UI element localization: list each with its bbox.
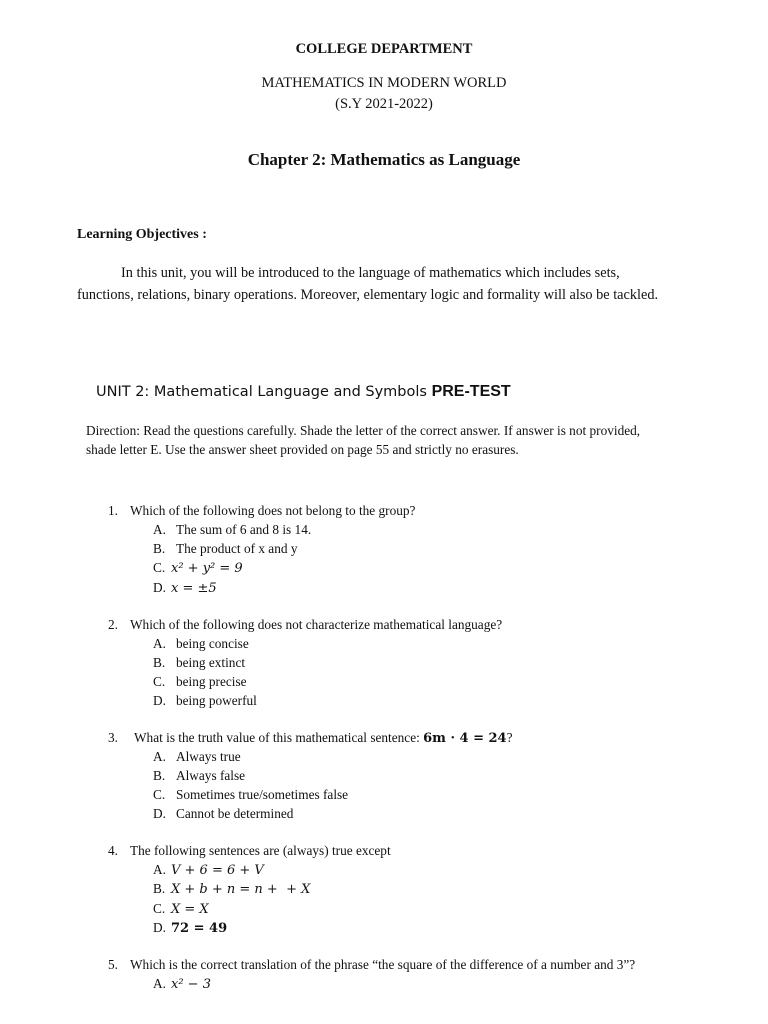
question-text: Which of the following does not belong to the group? xyxy=(130,503,416,518)
option-text: Cannot be determined xyxy=(176,806,294,821)
option-2d xyxy=(153,693,257,709)
option-3d xyxy=(153,806,293,822)
option-letter: D. xyxy=(153,580,166,595)
option-math: x = ±5 xyxy=(171,581,217,596)
option-letter: D. xyxy=(153,806,166,821)
option-letter: A. xyxy=(153,976,166,991)
option-1b xyxy=(153,541,297,557)
option-letter: B. xyxy=(153,768,166,783)
direction-line-1: Direction: Read the questions carefully. Shade the letter of the correct answer. If answer is not provided, xyxy=(86,423,641,438)
chapter-title: Chapter 2: Mathematics as Language xyxy=(247,150,521,169)
question-number: 5. xyxy=(108,957,118,972)
option-text: Sometimes true/sometimes false xyxy=(176,787,349,802)
question-suffix: ? xyxy=(506,730,513,745)
option-1c xyxy=(153,560,243,576)
option-3b xyxy=(153,768,245,784)
option-4a xyxy=(153,862,264,878)
option-letter: A. xyxy=(153,522,166,537)
option-math: X = X xyxy=(171,902,209,917)
question-number: 3. xyxy=(108,730,118,745)
option-math: X + b + n = n + + X xyxy=(171,882,311,897)
question-text xyxy=(134,730,513,746)
option-text: Always true xyxy=(176,749,241,764)
option-math: V + 6 = 6 + V xyxy=(171,863,264,878)
option-letter: A. xyxy=(153,636,166,651)
option-text: The product of x and y xyxy=(176,541,298,556)
pretest-label: PRE-TEST xyxy=(431,383,511,400)
option-2c xyxy=(153,674,247,690)
option-letter: B. xyxy=(153,655,166,670)
option-letter: C. xyxy=(153,674,166,689)
option-3a xyxy=(153,749,241,765)
option-text: being powerful xyxy=(176,693,257,708)
learning-objectives-label: Learning Objectives : xyxy=(77,227,207,242)
option-letter: C. xyxy=(153,787,166,802)
unit-heading xyxy=(96,383,511,401)
option-letter: D. xyxy=(153,693,166,708)
option-2b xyxy=(153,655,245,671)
option-4d xyxy=(153,920,227,936)
question-number: 1. xyxy=(108,503,118,518)
option-text: The sum of 6 and 8 is 14. xyxy=(176,522,312,537)
course-title: MATHEMATICS IN MODERN WORLD xyxy=(261,75,507,91)
option-4c xyxy=(153,901,209,917)
option-letter: C. xyxy=(153,901,166,916)
option-letter: D. xyxy=(153,920,166,935)
option-text: being concise xyxy=(176,636,249,651)
unit-title: UNIT 2: Mathematical Language and Symbols xyxy=(96,384,432,400)
direction-text xyxy=(86,421,676,459)
question-text: Which of the following does not characterize mathematical language? xyxy=(130,617,503,632)
option-1a xyxy=(153,522,311,538)
option-5a xyxy=(153,976,211,992)
option-2a xyxy=(153,636,249,652)
question-text: The following sentences are (always) true except xyxy=(130,843,391,858)
option-4b xyxy=(153,881,310,897)
question-number: 4. xyxy=(108,843,118,858)
option-letter: B. xyxy=(153,541,166,556)
option-text: Always false xyxy=(176,768,246,783)
option-math: 72 = 49 xyxy=(171,921,228,936)
option-text: being extinct xyxy=(176,655,246,670)
option-math: x² + y² = 9 xyxy=(171,561,243,576)
option-3c xyxy=(153,787,348,803)
option-letter: A. xyxy=(153,862,166,877)
option-letter: C. xyxy=(153,560,166,575)
option-letter: B. xyxy=(153,881,166,896)
option-text: being precise xyxy=(176,674,247,689)
department-heading: COLLEGE DEPARTMENT xyxy=(295,41,473,57)
question-math: 6m · 4 = 24 xyxy=(423,731,507,746)
learning-objectives-text xyxy=(77,262,693,306)
objectives-line-1: In this unit, you will be introduced to the language of mathematics which includes sets, xyxy=(121,265,620,281)
objectives-line-2: functions, relations, binary operations. Moreover, elementary logic and formality will also be tackled. xyxy=(77,287,659,303)
school-year: (S.Y 2021-2022) xyxy=(335,96,433,112)
option-math: x² − 3 xyxy=(171,977,211,992)
question-text: Which is the correct translation of the phrase “the square of the difference of a number and 3”? xyxy=(130,957,636,972)
option-letter: A. xyxy=(153,749,166,764)
question-number: 2. xyxy=(108,617,118,632)
option-1d xyxy=(153,580,217,596)
direction-line-2: shade letter E. Use the answer sheet provided on page 55 and strictly no erasures. xyxy=(86,442,519,457)
question-text-main: What is the truth value of this mathematical sentence: xyxy=(134,730,424,745)
